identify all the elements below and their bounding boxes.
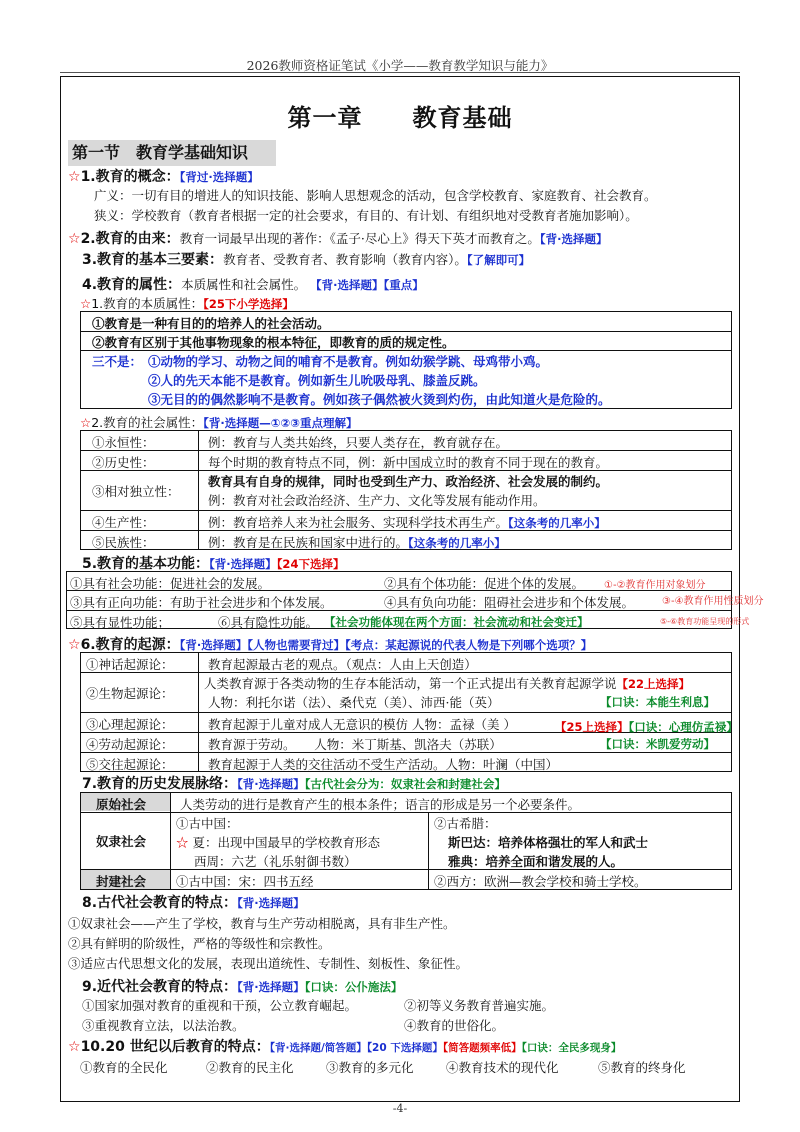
history-value: ①古中国： xyxy=(176,816,239,831)
social-value: 例：教育培养人来为社会服务、实现科学技术再生产。【这条考的几率小】 xyxy=(208,515,606,530)
s1-narrow: 狭义：学校教育（教育者根据一定的社会要求，有目的、有计划、有组织地对受教育者施加影响）。 xyxy=(94,208,638,223)
essence-not-1: ①动物的学习、动物之间的哺育不是教育。例如幼猴学跳、母鸡带小鸡。 xyxy=(148,354,549,369)
origin-value: 教育源于劳动。 人物：米丁斯基、凯洛夫（苏联） xyxy=(208,737,502,752)
origin-value: 人物：利托尔诺（法）、桑代克（美）、沛西·能（英） xyxy=(208,695,500,710)
social-key: ⑤民族性： xyxy=(92,535,155,550)
function-item: ⑤具有显性功能； xyxy=(70,615,171,630)
s9-item: ④教育的世俗化。 xyxy=(404,1018,505,1033)
s10-item: ⑤教育的终身化 xyxy=(598,1060,686,1075)
history-value: 人类劳动的进行是教育产生的根本条件；语言的形成是另一个必要条件。 xyxy=(180,797,581,812)
s4-line: 4.教育的属性：本质属性和社会属性。 【背·选择题】【重点】 xyxy=(82,277,424,293)
star-icon: ☆ xyxy=(176,835,189,850)
essence-row-2: ②教育有区别于其他事物现象的根本特征，即教育的质的规定性。 xyxy=(92,335,455,350)
essence-row-1: ①教育是一种有目的的培养人的社会活动。 xyxy=(92,316,330,331)
history-key: 原始社会 xyxy=(96,797,147,812)
origin-value: 人类教育源于各类动物的生存本能活动，第一个正式提出有关教育起源学说【22上选择】 xyxy=(204,676,691,691)
s7-heading: 7.教育的历史发展脉络：【背·选择题】【古代社会分为：奴隶社会和封建社会】 xyxy=(82,776,506,792)
s8-item: ②具有鲜明的阶级性，严格的等级性和宗教性。 xyxy=(68,936,331,951)
function-item: ①具有社会功能：促进社会的发展。 xyxy=(70,576,271,591)
origin-key: ⑤交往起源论： xyxy=(86,757,174,772)
s10-item: ②教育的民主化 xyxy=(206,1060,294,1075)
origin-value: 教育起源最古老的观点。（观点：人由上天创造） xyxy=(208,657,477,672)
s9-item: ①国家加强对教育的重视和干预，公立教育崛起。 xyxy=(82,998,358,1013)
function-item: ⑥具有隐性功能。 xyxy=(218,615,319,630)
page-number: -4- xyxy=(392,1102,408,1115)
star-icon: ☆ xyxy=(80,415,92,430)
s9-heading: 9.近代社会教育的特点：【背·选择题】【口诀：公仆施法】 xyxy=(82,979,403,995)
essence-not-label: 三不是： xyxy=(92,354,143,369)
s8-item: ③适应古代思想文化的发展，表现出道统性、专制性、刻板性、象征性。 xyxy=(68,956,469,971)
history-value: 西周：六艺（礼乐射御书数） xyxy=(194,854,357,869)
s42-heading: ☆2.教育的社会属性：【背·选择题—①②③重点理解】 xyxy=(80,415,358,430)
origin-tags: 【25上选择】【口诀：心理仿孟禄】 xyxy=(555,720,738,734)
social-value: 每个时期的教育特点不同，例：新中国成立时的教育不同于现在的教育。 xyxy=(208,455,609,470)
origin-key: ①神话起源论： xyxy=(86,657,174,672)
function-item: ③具有正向功能：有助于社会进步和个体发展。 xyxy=(70,595,333,610)
history-value: 雅典：培养全面和谐发展的人。 xyxy=(448,854,624,869)
social-value: 例：教育对社会政治经济、生产力、文化等发展有能动作用。 xyxy=(208,493,546,508)
origin-key: ②生物起源论： xyxy=(86,686,174,701)
history-value: ②西方：欧洲—教会学校和骑士学校。 xyxy=(434,874,647,889)
s1-heading: ☆1.教育的概念：【背过·选择题】 xyxy=(68,169,259,185)
s10-item: ④教育技术的现代化 xyxy=(446,1060,559,1075)
function-item: ②具有个体功能：促进个体的发展。 xyxy=(384,576,585,591)
s10-heading: ☆10.20 世纪以后教育的特点：【背·选择题/简答题】【20 下选择题】【简答题频率低】【口诀：全民多现身】 xyxy=(68,1039,622,1055)
origin-value: 教育起源于儿童对成人无意识的模仿 人物：孟禄（美 ） xyxy=(208,717,516,732)
s41-heading: ☆1.教育的本质属性：【25下小学选择】 xyxy=(80,296,294,311)
social-value: 例：教育与人类共始终，只要人类存在，教育就存在。 xyxy=(208,435,509,450)
s3-line: 3.教育的基本三要素：教育者、受教育者、教育影响（教育内容）。【了解即可】 xyxy=(82,252,531,268)
function-note: ①-②教育作用对象划分 xyxy=(604,580,706,591)
s1-broad: 广义：一切有目的增进人的知识技能、影响人思想观念的活动，包含学校教育、家庭教育、社会教育。 xyxy=(94,188,657,203)
origin-key: ③心理起源论： xyxy=(86,717,174,732)
star-icon: ☆ xyxy=(68,231,81,247)
origin-mnemonic: 【口诀：本能生利息】 xyxy=(600,695,715,709)
s5-heading: 5.教育的基本功能：【背·选择题】【24下选择】 xyxy=(82,556,345,572)
chapter-title: 第一章 教育基础 xyxy=(287,104,513,132)
function-note: ⑤-⑥教育功能呈现的形式 xyxy=(660,617,750,626)
essence-not-2: ②人的先天本能不是教育。例如新生儿吮吸母乳、膝盖反跳。 xyxy=(148,373,486,388)
history-key: 封建社会 xyxy=(96,874,147,889)
page-header: 2026教师资格证笔试《小学——教育教学知识与能力》 xyxy=(246,58,554,73)
origin-mnemonic: 【口诀：米凯爱劳动】 xyxy=(600,737,715,751)
s8-heading: 8.古代社会教育的特点：【背·选择题】 xyxy=(82,895,305,911)
social-key: ④生产性： xyxy=(92,515,155,530)
history-value: ①古中国：宋：四书五经 xyxy=(176,874,314,889)
social-value: 教育具有自身的规律，同时也受到生产力、政治经济、社会发展的制约。 xyxy=(208,474,609,489)
section-title: 第一节 教育学基础知识 xyxy=(68,140,276,166)
star-icon: ☆ xyxy=(68,169,81,185)
s10-item: ③教育的多元化 xyxy=(326,1060,414,1075)
social-key: ②历史性： xyxy=(92,455,155,470)
history-value: 斯巴达：培养体格强壮的军人和武士 xyxy=(448,835,649,850)
function-tag: 【社会功能体现在两个方面：社会流动和社会变迁】 xyxy=(324,615,589,629)
s8-item: ①奴隶社会——产生了学校，教育与生产劳动相脱离，具有非生产性。 xyxy=(68,916,456,931)
social-value: 例：教育是在民族和国家中进行的。【这条考的几率小】 xyxy=(208,535,506,550)
essence-not-3: ③无目的的偶然影响不是教育。例如孩子偶然被火烫到灼伤，由此知道火是危险的。 xyxy=(148,392,611,407)
star-icon: ☆ xyxy=(68,637,81,653)
origin-value: 教育起源于人类的交往活动不受生产活动。人物：叶澜（中国） xyxy=(208,757,559,772)
function-item: ④具有负向功能：阻碍社会进步和个体发展。 xyxy=(384,595,635,610)
history-value: ☆ 夏：出现中国最早的学校教育形态 xyxy=(176,835,381,850)
star-icon: ☆ xyxy=(68,1039,81,1055)
social-key: ③相对独立性： xyxy=(92,484,180,499)
origin-key: ④劳动起源论： xyxy=(86,737,174,752)
s9-item: ②初等义务教育普遍实施。 xyxy=(404,998,555,1013)
s6-heading: ☆6.教育的起源：【背·选择题】【人物也需要背过】【考点：某起源说的代表人物是下列哪个选项？】 xyxy=(68,637,593,653)
function-note: ③-④教育作用性质划分 xyxy=(662,596,764,607)
history-key: 奴隶社会 xyxy=(96,834,147,849)
s2-line: ☆2.教育的由来：教育一词最早出现的著作：《孟子·尽心上》得天下英才而教育之。【背·选择题】 xyxy=(68,231,608,247)
s10-item: ①教育的全民化 xyxy=(80,1060,168,1075)
social-key: ①永恒性： xyxy=(92,435,155,450)
history-value: ②古希腊： xyxy=(434,816,497,831)
s9-item: ③重视教育立法，以法治教。 xyxy=(82,1018,245,1033)
header-rule xyxy=(60,72,740,73)
star-icon: ☆ xyxy=(80,296,92,311)
